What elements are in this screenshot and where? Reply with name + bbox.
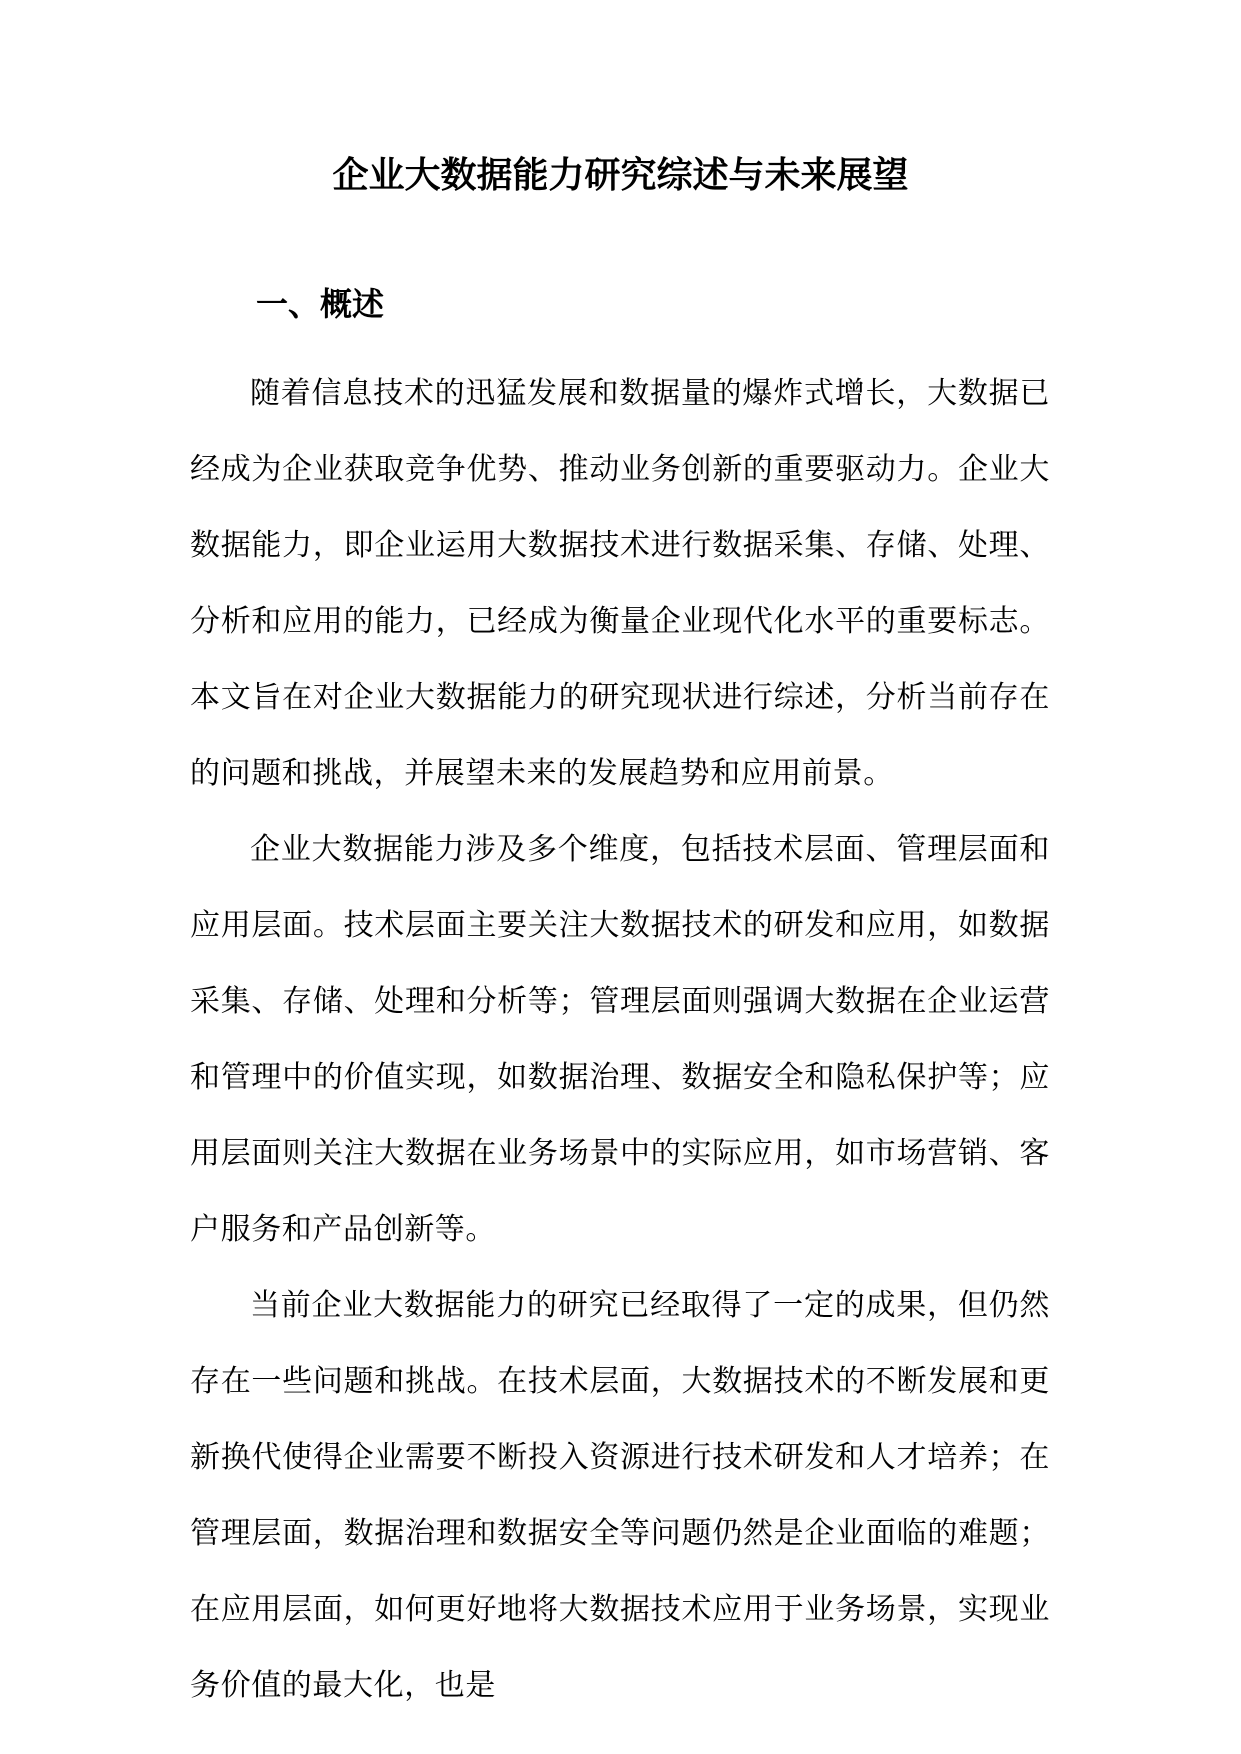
paragraph: 当前企业大数据能力的研究已经取得了一定的成果，但仍然存在一些问题和挑战。在技术层面，大数据技术的不断发展和更新换代使得企业需要不断投入资源进行技术研发和人才培养；在管理层面，数据治理和数据安全等问题仍然是企业面临的难题；在应用层面，如何更好地将大数据技术应用于业务场景，实现业务价值的最大化，也是	[190, 1288, 1050, 1703]
paragraph: 企业大数据能力涉及多个维度，包括技术层面、管理层面和应用层面。技术层面主要关注大数据技术的研发和应用，如数据采集、存储、处理和分析等；管理层面则强调大数据在企业运营和管理中的价值实现，如数据治理、数据安全和隐私保护等；应用层面则关注大数据在业务场景中的实际应用，如市场营销、客户服务和产品创新等。	[190, 832, 1050, 1247]
section-body	[190, 356, 1050, 1724]
document-title: 企业大数据能力研究综述与未来展望	[332, 154, 909, 196]
section-heading: 一、概述	[256, 285, 385, 323]
paragraph: 随着信息技术的迅猛发展和数据量的爆炸式增长，大数据已经成为企业获取竞争优势、推动业务创新的重要驱动力。企业大数据能力，即企业运用大数据技术进行数据采集、存储、处理、分析和应用的能力，已经成为衡量企业现代化水平的重要标志。本文旨在对企业大数据能力的研究现状进行综述，分析当前存在的问题和挑战，并展望未来的发展趋势和应用前景。	[190, 376, 1050, 791]
